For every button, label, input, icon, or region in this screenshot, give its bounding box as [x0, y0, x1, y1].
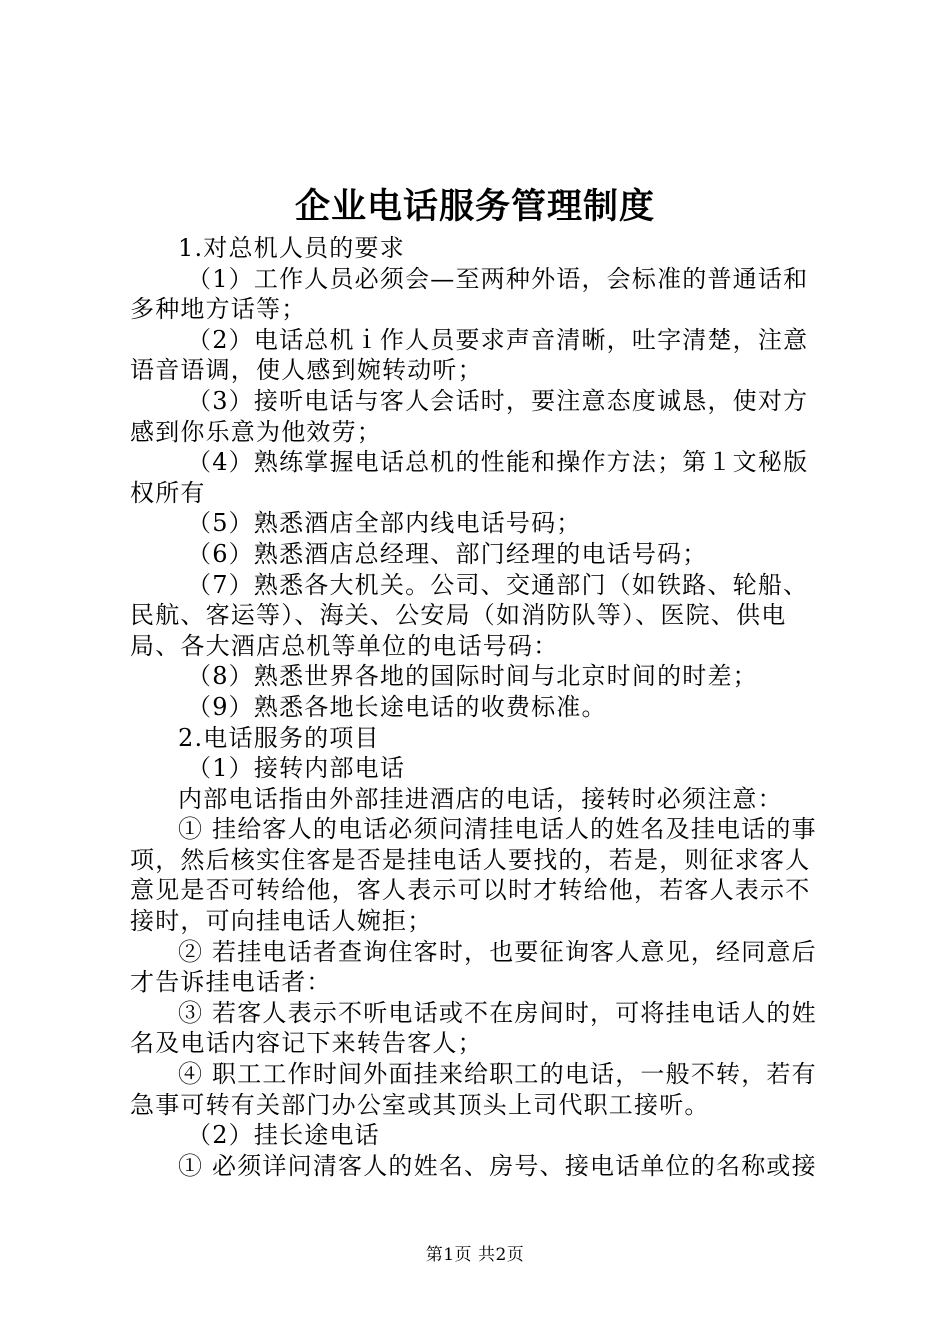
- paragraph: ② 若挂电话者查询住客时，也要征询客人意见，经同意后才告诉挂电话者：: [130, 937, 817, 997]
- paragraph: ① 挂给客人的电话必须问清挂电话人的姓名及挂电话的事项，然后核实住客是否是挂电话人要找的，若是，则征求客人意见是否可转给他，客人表示可以时才转给他，若客人表示不接时，可向挂电话人婉拒；: [130, 815, 817, 936]
- paragraph: （6）熟悉酒店总经理、部门经理的电话号码；: [187, 539, 708, 568]
- paragraph: ① 必须详问清客人的姓名、房号、接电话单位的名称或接: [178, 1151, 817, 1180]
- document-body: [130, 233, 830, 1181]
- paragraph: （1）接转内部电话: [187, 754, 406, 783]
- paragraph: （2）电话总机ｉ作人员要求声音清晰，吐字清楚，注意语音语调，使人感到婉转动听；: [130, 325, 809, 385]
- paragraph: （1）工作人员必须会—至两种外语，会标准的普通话和多种地方话等；: [130, 264, 809, 324]
- paragraph: ④ 职工工作时间外面挂来给职工的电话，一般不转，若有急事可转有关部门办公室或其顶头上司代职工接听。: [130, 1060, 817, 1119]
- paragraph: （7）熟悉各大机关。公司、交通部门（如铁路、轮船、民航、客运等）、海关、公安局（如消防队等）、医院、供电局、各大酒店总机等单位的电话号码：: [130, 570, 809, 660]
- paragraph: （8）熟悉世界各地的国际时间与北京时间的时差；: [187, 662, 758, 691]
- paragraph: （5）熟悉酒店全部内线电话号码；: [187, 509, 582, 538]
- paragraph: （2）挂长途电话: [187, 1121, 380, 1150]
- paragraph: （9）熟悉各地长途电话的收费标准。: [187, 692, 607, 721]
- paragraph: 2.电话服务的项目: [178, 723, 380, 752]
- paragraph: 1.对总机人员的要求: [178, 234, 405, 262]
- page-footer: 第1页 共2页: [425, 1245, 525, 1265]
- paragraph: 内部电话指由外部挂进酒店的电话，接转时必须注意：: [178, 784, 783, 813]
- paragraph: （4）熟练掌握电话总机的性能和操作方法；第１文秘版权所有: [130, 448, 809, 507]
- paragraph: （3）接听电话与客人会话时，要注意态度诚恳，使对方感到你乐意为他效劳；: [130, 386, 809, 446]
- document-title: 企业电话服务管理制度: [294, 187, 655, 227]
- paragraph: ③ 若客人表示不听电话或不在房间时，可将挂电话人的姓名及电话内容记下来转告客人；: [130, 998, 817, 1058]
